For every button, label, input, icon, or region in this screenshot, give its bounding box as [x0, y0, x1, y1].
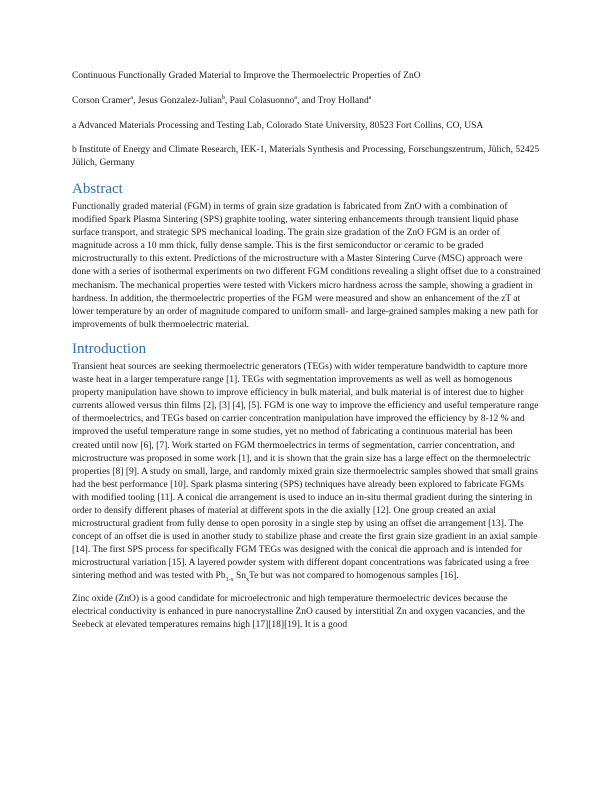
- abstract-heading: Abstract: [72, 181, 123, 197]
- author-affiliation-mark: a: [130, 94, 133, 101]
- author-name: Corson Cramer: [72, 96, 131, 106]
- introduction-paragraph-2: Zinc oxide (ZnO) is a good candidate for microelectronic and high temperature thermoelectric devices because the electrical conductivity is enhanced in pure nanocrystalline ZnO caused by interstitial Zn and oxygen vacancies, and the Seebeck at elevated temperatures remains high [17][18][19]. It is a good: [72, 593, 525, 630]
- author-name: Jesus Gonzalez-Julian: [137, 96, 222, 106]
- author-affiliation-mark: b: [221, 94, 225, 101]
- affiliation-b: b Institute of Energy and Climate Research, IEK-1, Materials Synthesis and Processing, Forschungszentrum, Jülich, 52425 Jülich, Germany: [72, 145, 540, 168]
- author-name: Troy Holland: [317, 96, 369, 106]
- paper-page: [72, 70, 542, 641]
- author-affiliation-mark: a: [368, 94, 372, 101]
- abstract-text: Functionally graded material (FGM) in terms of grain size gradation is fabricated from ZnO with a combination of modified Spark Plasma Sintering (SPS) graphite tooling, water sintering enhancements through transient liquid phase surface transport, and strategic SPS mechanical loading. The grain size gradation of the ZnO FGM is an order of magnitude across a 10 mm thick, fully dense sample. This is the first semiconductor or ceramic to be graded microstructurally to this extent. Predictions of the microstructure with a Master Sintering Curve (MSC) approach were done with a series of isothermal experiments on two different FGM conditions revealing a slight offset due to a constrained mechanism. The mechanical properties were tested with Vickers micro hardness across the sample, showing a gradient in hardness. In addition, the thermoelectric properties of the FGM were measured and show an enhancement of the zT at lower temperature by an order of magnitude compared to uniform small- and large-grained samples making a new path for improvements of bulk thermoelectric material.: [72, 202, 541, 330]
- formula-subscript: x: [246, 577, 249, 584]
- author-name: Paul Colasuonno: [229, 96, 295, 106]
- paper-title: Continuous Functionally Graded Material to Improve the Thermoelectric Properties of ZnO: [72, 71, 421, 81]
- introduction-paragraph-1: [72, 361, 542, 584]
- author-list: [72, 95, 542, 108]
- author-separator: ,: [224, 96, 230, 106]
- author-separator: ,: [132, 96, 138, 106]
- author-separator: , and: [296, 96, 318, 106]
- introduction-heading: Introduction: [72, 340, 147, 357]
- formula-element: Sn: [233, 571, 246, 582]
- intro-text-part: Te but was not compared to homogenous samples [16].: [249, 571, 459, 582]
- intro-text-part: Transient heat sources are seeking thermoelectric generators (TEGs) with wider temperature bandwidth to capture more waste heat in a larger temperature range [1]. TEGs with segmentation improvements as well as well as homogenous property manipulation have shown to improve efficiency in bulk material, and bulk material is of interest due to higher currents allowed versus thin films [2], [3] [4], [5]. FGM is one way to improve the efficiency and useful temperature range of thermoelectrics, and TEGs based on carrier concentration manipulation have improved the efficiency by 8-12 % and improved the useful temperature range in some studies, yet no method of fabricating a continuous material has been created until now [6], [7]. Work started on FGM thermoelectrics in terms of segmentation, carrier concentration, and microstructure was proposed in some work [1], and it is shown that the grain size has a large effect on the thermoelectric properties [8] [9]. A study on small, large, and randomly mixed grain size thermoelectric samples showed that small grains had the best performance [10]. Spark plasma sintering (SPS) techniques have already been explored to fabricate FGMs with modified tooling [11]. A conical die arrangement is used to induce an in-situ thermal gradient during the sintering in order to densify different phases of material at different spots in the die axially [12]. One group created an axial microstructural gradient from fully dense to open porosity in a single step by using an offset die arrangement [13]. The concept of an offset die is used in another study to stabilize phase and create the first grain size gradient in an axial sample [14]. The first SPS process for specifically FGM TEGs was designed with the conical die approach and is intended for microstructural variation [15]. A layered powder system with different dopant concentrations was fabricated using a free sintering method and was tested with Pb: [72, 361, 539, 582]
- affiliation-a: a Advanced Materials Processing and Testing Lab, Colorado State University, 80523 Fort Collins, CO, USA: [72, 121, 484, 131]
- formula-subscript: 1-x: [225, 577, 234, 584]
- author-affiliation-mark: a: [294, 94, 297, 101]
